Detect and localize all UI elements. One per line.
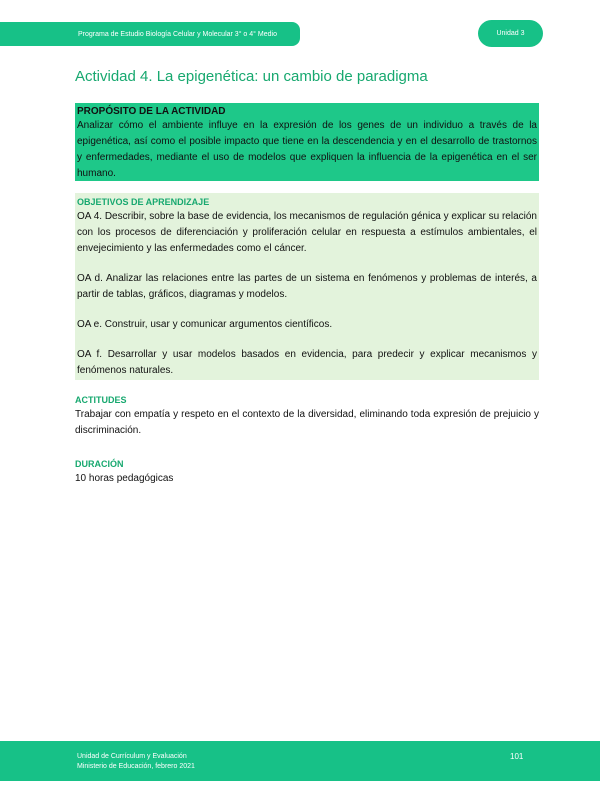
duration-section [75,457,539,487]
objective-item: OA e. Construir, usar y comunicar argumentos científicos. [77,319,333,330]
objective-item: OA f. Desarrollar y usar modelos basados en evidencia, para predecir y explicar mecanismos y fenómenos naturales. [77,349,537,376]
purpose-section [75,103,539,181]
purpose-heading: PROPÓSITO DE LA ACTIVIDAD [77,106,226,117]
header-bar [65,22,300,46]
attitudes-heading: ACTITUDES [75,395,127,405]
page-number: 101 [510,752,524,761]
objective-item: OA d. Analizar las relaciones entre las partes de un sistema en fenómenos y problemas de interés, a partir de tablas, gráficos, diagramas y modelos. [77,273,537,300]
duration-text: 10 horas pedagógicas [75,473,174,484]
program-title: Programa de Estudio Biología Celular y Molecular 3° o 4° Medio [78,30,277,38]
objective-item: OA 4. Describir, sobre la base de evidencia, los mecanismos de regulación génica y explicar su relación con los procesos de diferenciación y proliferación celular en respuesta a estímulos ambientales, el envejecimiento y las enfermedades como el cáncer. [77,211,537,254]
footer-line-2: Ministerio de Educación, febrero 2021 [77,763,195,770]
unit-badge: Unidad 3 [478,20,543,47]
header-bar-edge [0,22,70,46]
page-title: Actividad 4. La epigenética: un cambio de paradigma [75,68,428,85]
attitudes-section [75,393,539,439]
objectives-section [75,193,539,380]
attitudes-text: Trabajar con empatía y respeto en el contexto de la diversidad, eliminando toda expresión de prejuicio y discriminación. [75,409,539,436]
footer-line-1: Unidad de Currículum y Evaluación [77,753,187,760]
footer-credits [77,752,195,772]
purpose-text: Analizar cómo el ambiente influye en la expresión de los genes de un individuo a través de la epigenética, así como el posible impacto que tiene en la descendencia y en el desarrollo de trastornos y enfermedades, mediante el uso de modelos que expliquen la influencia de la epigenética en el ser humano. [77,120,537,179]
duration-heading: DURACIÓN [75,459,124,469]
objectives-heading: OBJETIVOS DE APRENDIZAJE [77,197,210,207]
